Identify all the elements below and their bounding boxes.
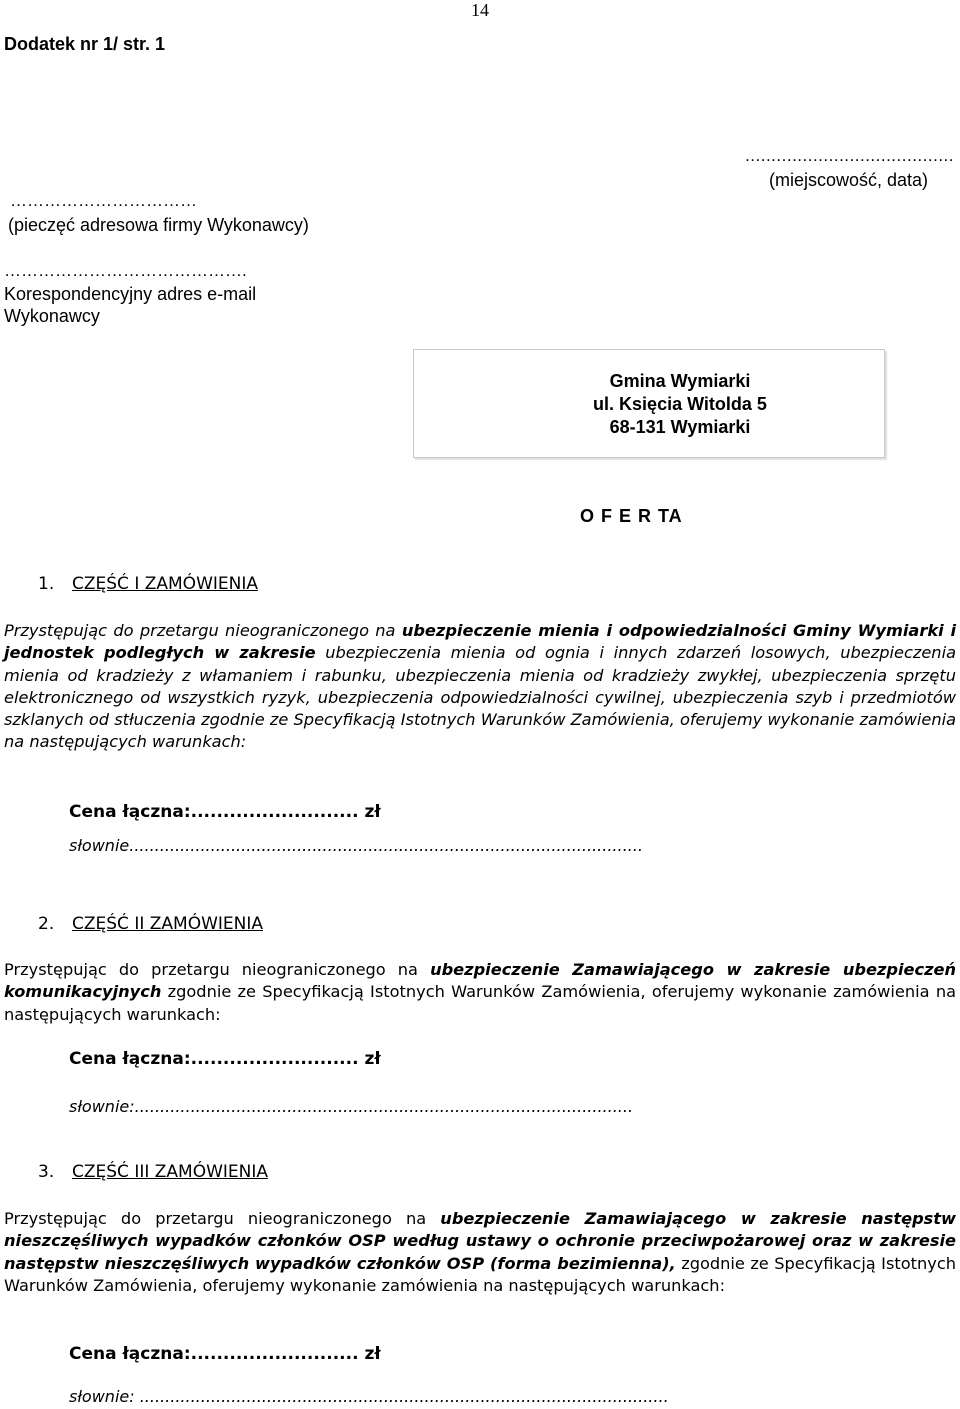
paragraph-body: zgodnie ze Specyfikacją Istotnych Warunków Zamówienia, oferujemy wykonanie zamówienia na następujących warunkach: (4, 1253, 956, 1295)
paragraph-body: zgodnie ze Specyfikacją Istotnych Warunków Zamówienia, oferujemy wykonanie zamówienia na następujących warunkach: (4, 982, 956, 1024)
paragraph-body: ubezpieczenia mienia od ognia i innych zdarzeń losowych, ubezpieczenia mienia od kradzieży z włamaniem i rabunku, ubezpieczenia mienia od kradzieży zwykłej, ubezpieczenia sprzętu elektronicznego od wszystkich ryzyk, ubezpieczenia odpowiedzialności cywilnej, ubezpieczenia szyb i przedmiotów szklanych od stłuczenia zgodnie ze Specyfikacją Istotnych Warunków Zamówienia, oferujemy wykonanie zamówienia na następujących warunkach: (4, 643, 956, 752)
offer-title: O F E R TA (580, 506, 683, 526)
email-placeholder-dots: ……………………………………. (4, 261, 247, 280)
email-label: Korespondencyjny adres e-mail (4, 284, 257, 304)
section-2-paragraph (4, 959, 956, 1026)
section-1-heading (38, 574, 258, 594)
stamp-caption: (pieczęć adresowa firmy Wykonawcy) (8, 215, 309, 235)
addressee-name: Gmina Wymiarki (609, 371, 751, 391)
section-2-total-price: Cena łączna:.......................... zł (69, 1049, 381, 1069)
section-title: CZĘŚĆ I ZAMÓWIENIA (72, 574, 258, 594)
paragraph-lead: Przystępując do przetargu nieograniczonego na (4, 1209, 441, 1228)
section-3-price-in-words: słownie: ........................................................................................................ (69, 1387, 669, 1406)
addressee-street: ul. Księcia Witolda 5 (593, 394, 767, 414)
date-caption: (miejscowość, data) (768, 170, 928, 190)
section-number: 1. (38, 574, 55, 594)
section-3-heading (38, 1162, 268, 1182)
section-1-price-in-words: słownie..................................................................................................... (69, 836, 643, 855)
page-number: 14 (471, 0, 489, 20)
section-number: 3. (38, 1162, 55, 1182)
appendix-header: Dodatek nr 1/ str. 1 (4, 34, 166, 54)
section-2-price-in-words: słownie:.................................................................................................. (69, 1097, 634, 1116)
section-number: 2. (38, 914, 55, 934)
section-3-paragraph (4, 1208, 956, 1297)
paragraph-subject: ubezpieczenie Zamawiającego w zakresie następstw nieszczęśliwych wypadków członków OSP według ustawy o ochronie przeciwpożarowej oraz w zakresie następstw nieszczęśliwych wypadków członków OSP (forma bezimienna), (4, 1209, 956, 1273)
paragraph-subject: ubezpieczenie Zamawiającego w zakresie ubezpieczeń komunikacyjnych (4, 960, 956, 1002)
section-1-paragraph (4, 620, 956, 754)
addressee-box (413, 349, 885, 458)
section-title: CZĘŚĆ III ZAMÓWIENIA (72, 1162, 269, 1182)
paragraph-lead: Przystępując do przetargu nieograniczonego na (4, 621, 402, 640)
paragraph-subject: ubezpieczenie mienia i odpowiedzialności Gminy Wymiarki i jednostek podległych w zakresie (4, 621, 956, 663)
section-1-total-price: Cena łączna:.......................... zł (69, 802, 381, 822)
section-title: CZĘŚĆ II ZAMÓWIENIA (72, 914, 264, 934)
addressee-city: 68-131 Wymiarki (609, 417, 751, 437)
date-placeholder-dots: ........................................ (745, 146, 954, 165)
stamp-placeholder-dots: …………………………… (10, 191, 197, 210)
section-3-total-price: Cena łączna:.......................... zł (69, 1344, 381, 1364)
paragraph-lead: Przystępując do przetargu nieograniczonego na (4, 960, 431, 979)
email-label-continued: Wykonawcy (4, 306, 100, 326)
section-2-heading (38, 914, 263, 934)
